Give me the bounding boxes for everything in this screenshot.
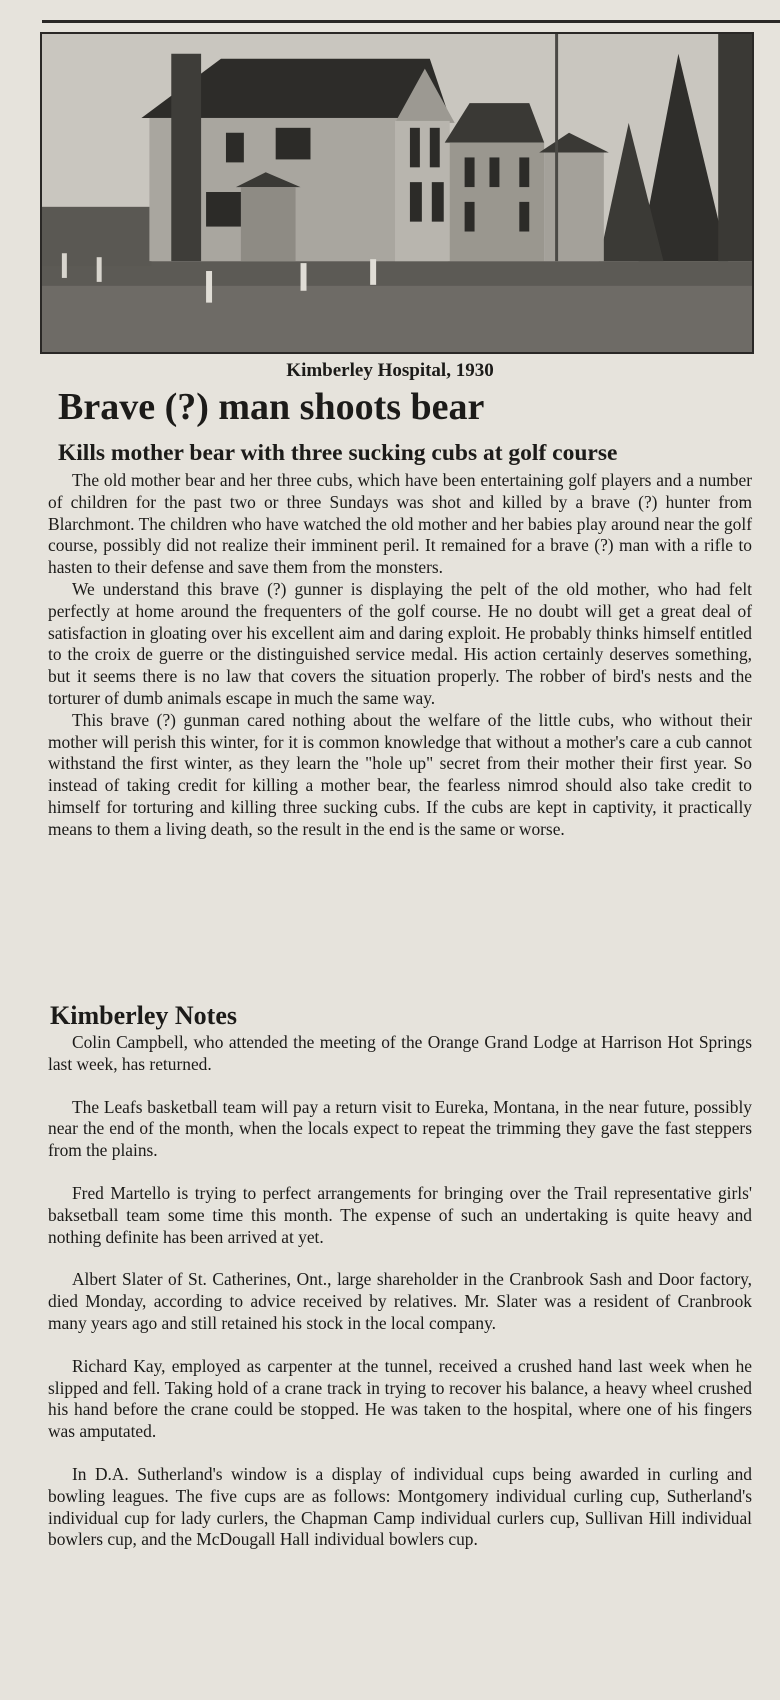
- note-item: Albert Slater of St. Catherines, Ont., large shareholder in the Cranbrook Sash and Door factory, died Monday, according to advice received by relatives. Mr. Slater was a resident of Cranbrook many years ago and still retained his stock in the local company.: [48, 1269, 752, 1333]
- note-item: Fred Martello is trying to perfect arrangements for bringing over the Trail representative girls' baksetball team some time this month. The expense of such an undertaking is quite heavy and nothing definite has been arrived at yet.: [48, 1182, 752, 1247]
- article-body: [48, 470, 752, 841]
- article-headline: Brave (?) man shoots bear: [58, 386, 485, 428]
- photo-caption: Kimberley Hospital, 1930: [286, 360, 494, 381]
- top-rule: [42, 20, 780, 23]
- hospital-photo: [40, 32, 754, 354]
- note-item: In D.A. Sutherland's window is a display of individual cups being awarded in curling and bowling leagues. The five cups are as follows: Montgomery individual curling cup, Sutherland's individual cup for lady curlers, the Chapman Camp individual curlers cup, Sullivan Hill individual bowlers cup, and the McDougall Hall individual bowlers cup.: [48, 1463, 752, 1550]
- article-paragraph: We understand this brave (?) gunner is displaying the pelt of the old mother, who had felt perfectly at home around the frequenters of the golf course. He no doubt will get a great deal of satisfaction in gloating over his excellent aim and daring exploit. He probably thinks himself entitled to the croix de guerre or the distinguished service medal. His action certainly deserves something, but it seems there is no law that covers the situation properly. The robber of bird's nests and the torturer of dumb animals escape in much the same way.: [48, 578, 752, 708]
- note-item: Colin Campbell, who attended the meeting of the Orange Grand Lodge at Harrison Hot Springs last week, has returned.: [48, 1032, 752, 1074]
- notes-body: [48, 1032, 752, 1572]
- hospital-photo-image: [42, 34, 752, 352]
- note-item: The Leafs basketball team will pay a return visit to Eureka, Montana, in the near future, possibly near the end of the month, when the locals expect to repeat the trimming they gave the fast steppers from the plains.: [48, 1096, 752, 1161]
- article-subhead: Kills mother bear with three sucking cubs at golf course: [58, 440, 618, 466]
- article-paragraph: This brave (?) gunman cared nothing about the welfare of the little cubs, who without their mother will perish this winter, for it is common knowledge that without a mother's care a cub cannot withstand the first winter, as they learn the "hole up" secret from their mother their first year. So instead of taking credit for killing a mother bear, the fearless nimrod should also take credit to himself for torturing and killing three sucking cubs. If the cubs are kept in captivity, it practically means to them a living death, so the result in the end is the same or worse.: [48, 709, 752, 839]
- note-item: Richard Kay, employed as carpenter at the tunnel, received a crushed hand last week when he slipped and fell. Taking hold of a crane track in trying to recover his balance, a heavy wheel crushed his hand before the crane could be stopped. He was taken to the hospital, where one of his fingers was amputated.: [48, 1355, 752, 1442]
- article-paragraph: The old mother bear and her three cubs, which have been entertaining golf players and a number of children for the past two or three Sundays was shot and killed by a brave (?) hunter from Blarchmont. The children who have watched the old mother and her babies play around near the golf course, possibly did not realize their imminent peril. It remained for a brave (?) man with a rifle to hasten to their defense and save them from the monsters.: [48, 470, 752, 578]
- notes-title: Kimberley Notes: [50, 1001, 238, 1030]
